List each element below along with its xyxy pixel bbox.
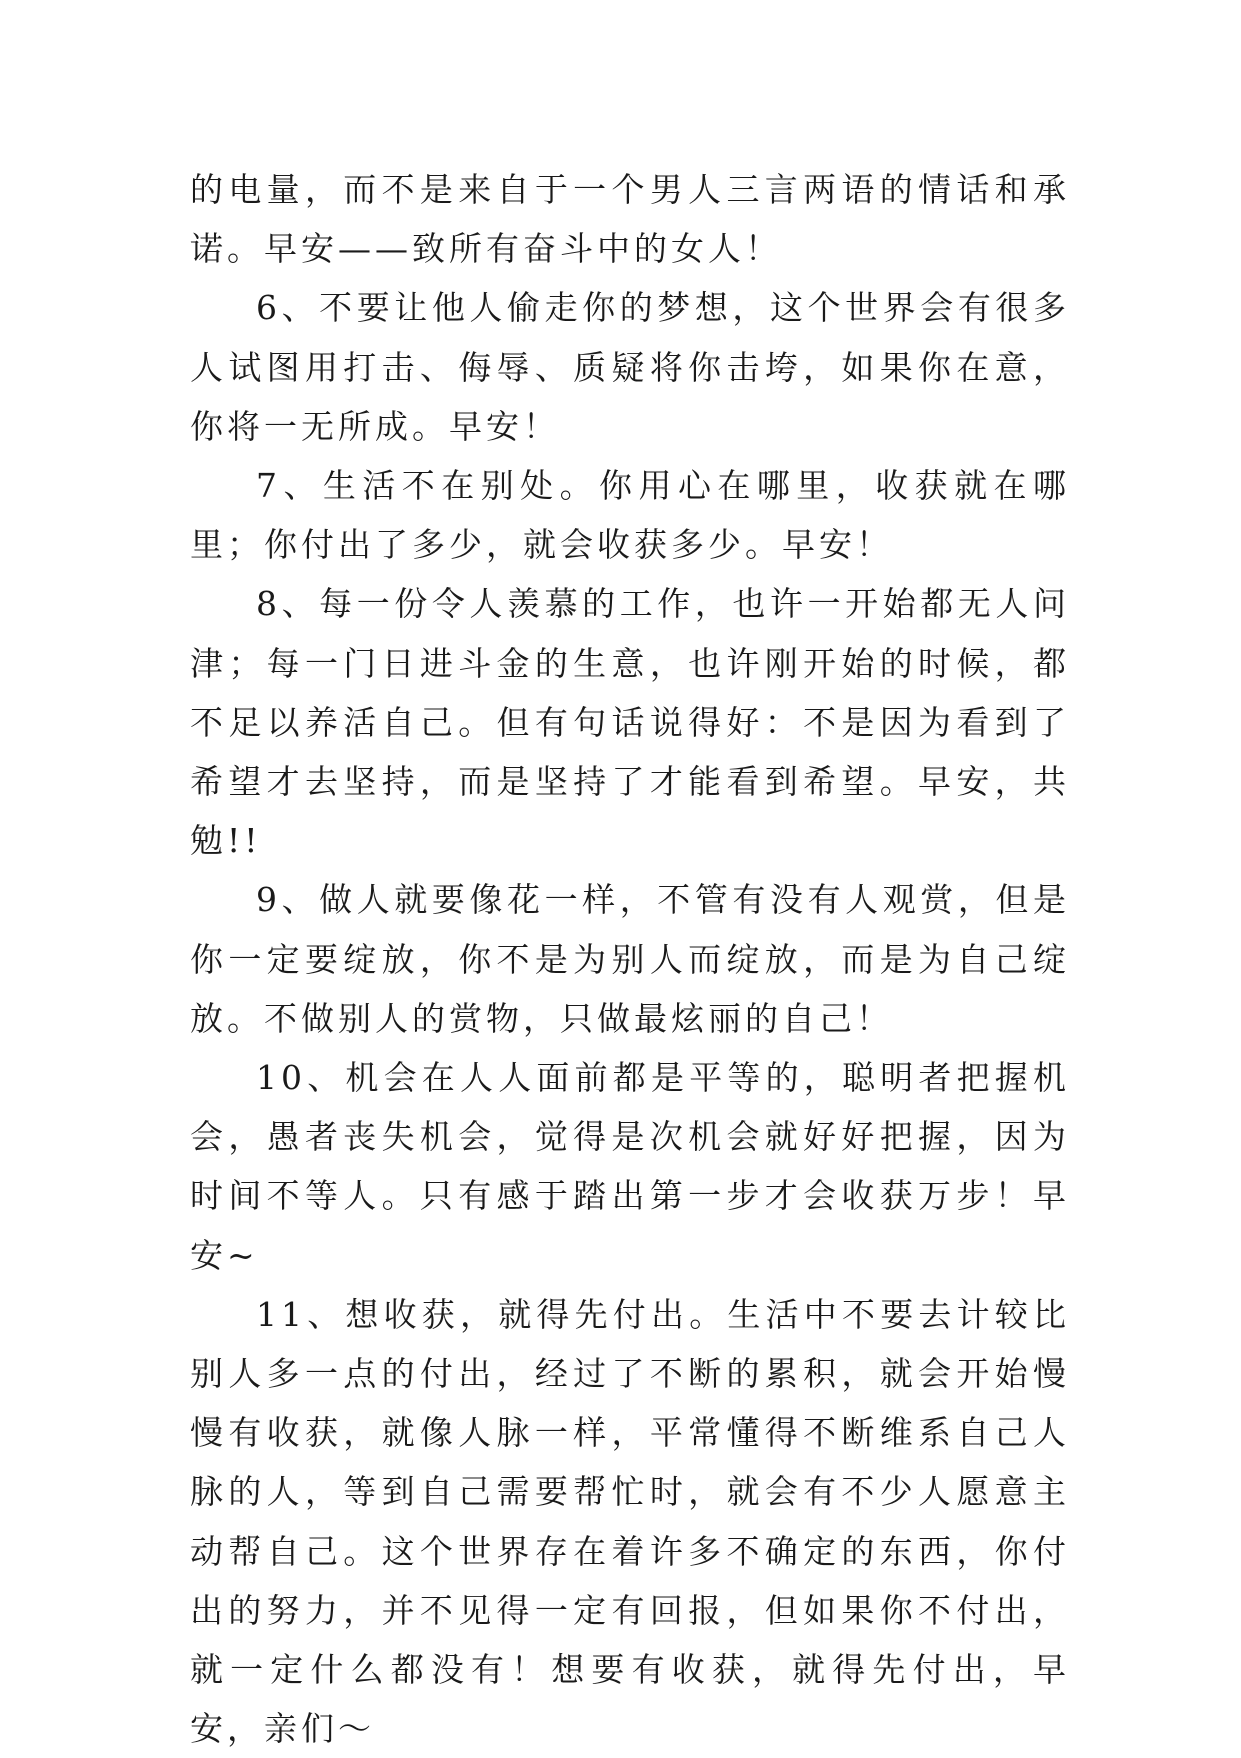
paragraph-7: 7、生活不在别处。你用心在哪里，收获就在哪里；你付出了多少，就会收获多少。早安！: [190, 466, 1070, 565]
paragraph-8: 8、每一份令人羡慕的工作，也许一开始都无人问津；每一门日进斗金的生意，也许刚开始的时候，都不足以养活自己。但有句话说得好：不是因为看到了希望才去坚持，而是坚持了才能看到希望。早安，共勉!!: [190, 584, 1070, 861]
paragraph-11: 11、想收获，就得先付出。生活中不要去计较比别人多一点的付出，经过了不断的累积，就会开始慢慢有收获，就像人脉一样，平常懂得不断维系自己人脉的人，等到自己需要帮忙时，就会有不少人愿意主动帮自己。这个世界存在着许多不确定的东西，你付出的努力，并不见得一定有回报，但如果你不付出，就一定什么都没有！想要有收获，就得先付出，早安，亲们～: [190, 1294, 1070, 1749]
paragraph-9: 9、做人就要像花一样，不管有没有人观赏，但是你一定要绽放，你不是为别人而绽放，而是为自己绽放。不做别人的赏物，只做最炫丽的自己！: [190, 880, 1070, 1038]
paragraph-10: 10、机会在人人面前都是平等的，聪明者把握机会，愚者丧失机会，觉得是次机会就好好把握，因为时间不等人。只有感于踏出第一步才会收获万步！早安~: [190, 1058, 1070, 1275]
paragraph-6: 6、不要让他人偷走你的梦想，这个世界会有很多人试图用打击、侮辱、质疑将你击垮，如果你在意，你将一无所成。早安！: [190, 288, 1070, 446]
paragraph-5-continuation: 的电量，而不是来自于一个男人三言两语的情话和承诺。早安——致所有奋斗中的女人！: [190, 170, 1070, 269]
document-body: [190, 160, 1070, 1758]
